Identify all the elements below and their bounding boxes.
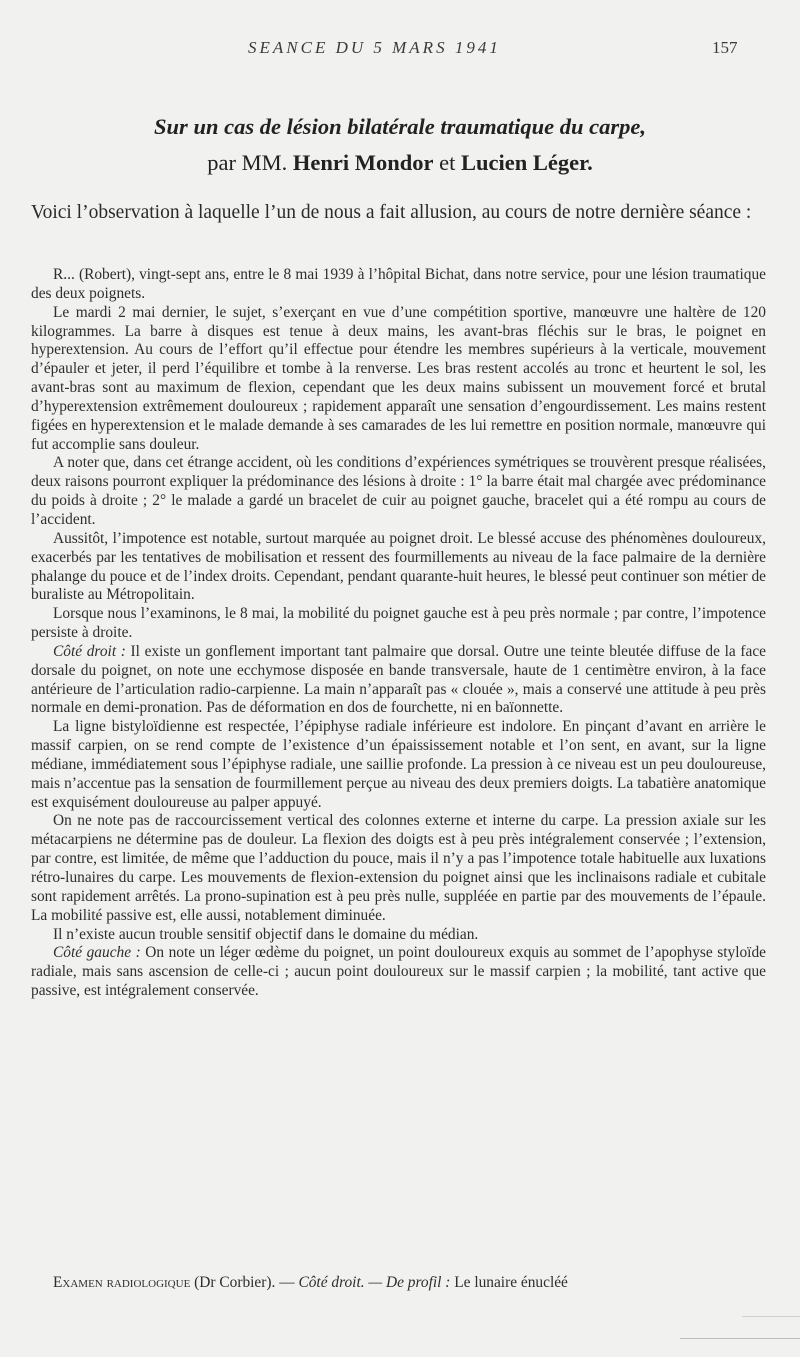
page-edge-line <box>680 1338 800 1339</box>
byline-prefix: par MM. <box>207 150 288 175</box>
paragraph-text: La ligne bistyloïdienne est respectée, l’épiphyse radiale inférieure est indolore. En pinçant d’avant en arrière le massif carpien, on se rend compte de l’existence d’un épaississement notable et l’on sent, en avant, sur la ligne médiane, immédiatement sous l’épiphyse radiale, une saillie profonde. La pression à ce niveau est un peu douloureuse, mais n’accentue pas la sensation de fourmillement perçue au niveau des deux premiers doigts. La tabatière anatomique est exquisément douloureuse au palper appuyé. <box>31 718 766 811</box>
paragraph-text: On note un léger œdème du poignet, un point douloureux exquis au sommet de l’apophyse styloïde radiale, mais sans ascension de celle-ci ; aucun point douloureux sur le massif carpien ; la mobilité, tant active que passive, est intégralement conservée. <box>31 944 766 1000</box>
radiology-side: Côté droit. — <box>298 1274 383 1291</box>
paragraph <box>31 643 766 718</box>
byline <box>0 150 800 176</box>
paragraph-text: Il n’existe aucun trouble sensitif objectif dans le domaine du médian. <box>53 925 479 943</box>
paragraph-text: Aussitôt, l’impotence est notable, surtout marquée au poignet droit. Le blessé accuse des phénomènes douloureux, exacerbés par les tentatives de mobilisation et ressent des fourmillements au niveau de la face palmaire de la dernière phalange du pouce et de l’index droits. Cependant, pendant quarante-huit heures, le blessé peut continuer son métier de buraliste au Métropolitain. <box>31 529 766 604</box>
paragraph-text: Lorsque nous l’examinons, le 8 mai, la mobilité du poignet gauche est à peu près normale ; par contre, l’impotence persiste à droite. <box>31 605 766 642</box>
radiology-line <box>31 1273 766 1292</box>
running-title: SEANCE DU 5 MARS 1941 <box>248 38 501 57</box>
author-name-1: Henri Mondor <box>292 150 434 175</box>
paragraph <box>31 718 766 812</box>
author-name-2: Lucien Léger. <box>461 150 593 175</box>
paragraph <box>31 944 766 1001</box>
paragraph <box>31 926 766 945</box>
paragraph-text: R... (Robert), vingt-sept ans, entre le 8 mai 1939 à l’hôpital Bichat, dans notre service, pour une lésion traumatique des deux poignets. <box>31 266 766 302</box>
paragraph <box>31 266 766 304</box>
paragraph-lead: Côté gauche : <box>53 944 141 962</box>
paragraph-text: A noter que, dans cet étrange accident, où les conditions d’expériences symétriques se trouvèrent presque réalisées, deux raisons pourront expliquer la prédominance des lésions à droite : 1° la barre était mal chargée avec prédominance du poids à droite ; 2° le malade a gardé un bracelet de cuir au poignet gauche, bracelet qui a été rompu au cours de l’accident. <box>31 454 766 528</box>
radiology-label: Examen radiologique <box>53 1274 191 1291</box>
byline-and: et <box>439 150 456 175</box>
paragraph <box>31 454 766 529</box>
body-text <box>31 266 766 1001</box>
article-title: Sur un cas de lésion bilatérale traumatique du carpe, <box>154 114 646 139</box>
page-edge-line <box>742 1316 800 1317</box>
radiology-doctor: (Dr Corbier). — <box>194 1274 295 1291</box>
paragraph-text: On ne note pas de raccourcissement vertical des colonnes externe et interne du carpe. La pression axiale sur les métacarpiens ne détermine pas de douleur. La flexion des doigts est à peu près intégralement conservée ; l’extension, par contre, est limitée, de même que l’adduction du pouce, mais il n’y a pas l’impotence totale habituelle aux luxations rétro-lunaires du carpe. Les mouvements de flexion-extension du poignet ainsi que les inclinaisons radiale et cubitale sont rapidement arrêtés. La prono-supination est à peu près nulle, suppléée en partie par des mouvements de l’épaule. La mobilité passive est, elle aussi, notablement diminuée. <box>31 812 766 924</box>
paragraph-text: Il existe un gonflement important tant palmaire que dorsal. Outre une teinte bleutée diffuse de la face dorsale du poignet, on note une ecchymose disposée en bande transversale, haute de 1 centimètre environ, à la face antérieure de l’articulation radio-carpienne. La main n’apparaît pas « clouée », mais a conservé une attitude à peu près normale en demi-pronation. Pas de déformation en dos de fourchette, ni en baïonnette. <box>31 642 767 717</box>
running-head <box>0 38 800 62</box>
paragraph-text: Le mardi 2 mai dernier, le sujet, s’exerçant en vue d’une compétition sportive, manœuvre une haltère de 120 kilogrammes. La barre à disques est tenue à deux mains, les avant-bras fléchis sur le bras, le poignet en hyperextension. Au cours de l’effort qu’il effectue pour étendre les membres supérieurs à la verticale, mouvement d’épauler et jeter, il perd l’équilibre et tombe à la renverse. Les bras restent accolés au tronc et heurtent le sol, les avant-bras sont au maximum de flexion, cependant que les deux mains subissent un mouvement forcé et brutal d’hyperextension extrêmement douloureux ; rapidement apparaît une sensation d’engourdissement. Les mains restent figées en hyperextension et le malade demande à ses camarades de les lui remettre en position normale, manœuvre qui fut accomplie sans douleur. <box>31 303 766 453</box>
paragraph-lead: Côté droit : <box>53 642 126 660</box>
radiology-view: De profil : <box>385 1274 451 1291</box>
page-number: 157 <box>712 38 738 57</box>
intro-paragraph: Voici l’observation à laquelle l’un de nous a fait allusion, au cours de notre dernière séance : <box>31 202 752 223</box>
paragraph <box>31 530 766 605</box>
paragraph <box>31 605 766 643</box>
paragraph <box>31 304 766 455</box>
radiology-text: Le lunaire énucléé <box>454 1274 568 1291</box>
paragraph <box>31 812 766 925</box>
